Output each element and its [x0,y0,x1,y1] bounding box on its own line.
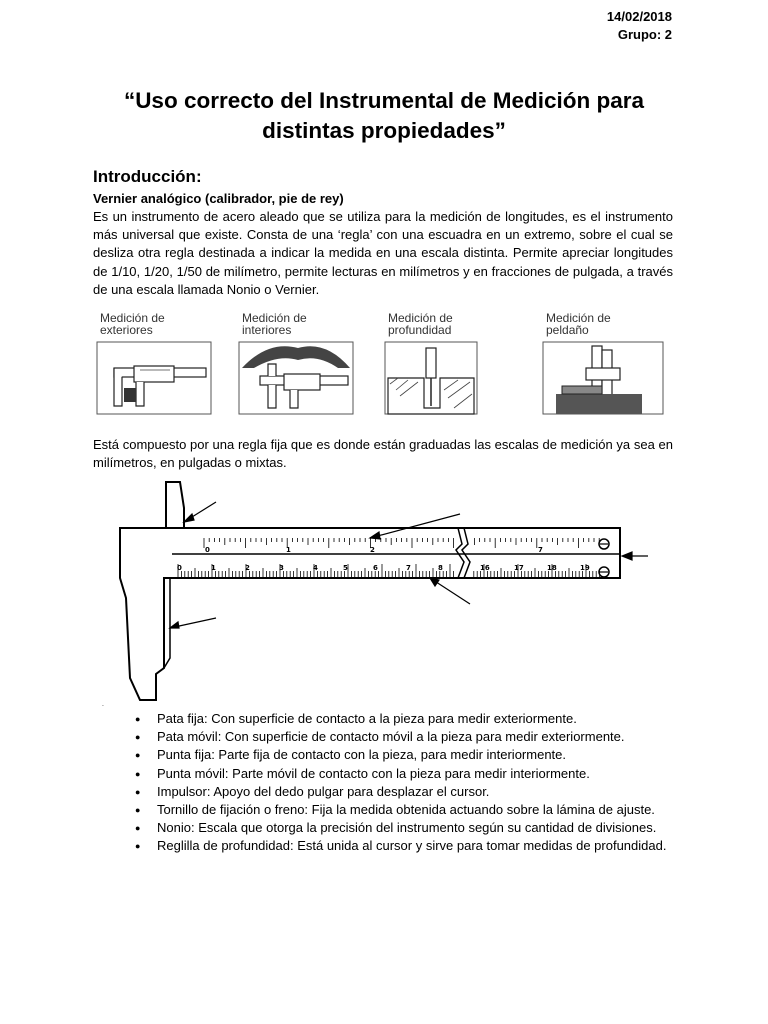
measurement-figures [96,308,676,416]
list-item: ● Pata móvil: Con superficie de contacto móvil a la pieza para medir exteriormente. [93,728,673,746]
scale-number: 7 [406,564,411,572]
figure-peldano [542,308,666,416]
caliper-diagram [100,478,660,708]
inch-number: 0 [205,546,210,554]
list-item: ● Reglilla de profundidad: Está unida al cursor y sirve para tomar medidas de profundidad. [93,837,673,855]
interiores-illustration [238,338,356,416]
list-item: ● Nonio: Escala que otorga la precisión del instrumento según su cantidad de divisiones. [93,819,673,837]
document-date: 14/02/2018 [606,9,672,24]
figure-label: Medición de exteriores [100,311,165,337]
inch-number: 7 [538,546,543,554]
document-group: Grupo: 2 [617,27,672,42]
list-item: ● Impulsor: Apoyo del dedo pulgar para desplazar el cursor. [93,783,673,801]
scale-number: 4 [313,564,318,572]
svg-text:.: . [102,701,104,708]
scale-number: 17 [514,564,524,572]
scale-number: 5 [343,564,348,572]
scale-number: 16 [480,564,490,572]
figure-label: Medición de profundidad [388,311,453,337]
intro-paragraph: Es un instrumento de acero aleado que se utiliza para la medición de longitudes, es el instrumento más universal que existe. Consta de una ‘regla’ con una escuadra en un extremo, sobre el cual se desliza otra regla destinada a indicar la medida en una escala distinta. Permite apreciar longitudes de 1/10, 1/20, 1/50 de milímetro, permite lecturas en milímetros y en fracciones de pulgada, a través de una escala llamada Nonio o Vernier. [93,209,673,297]
list-item: ● Punta móvil: Parte móvil de contacto con la pieza para medir interiormente. [93,765,673,783]
list-item: ● Tornillo de fijación o freno: Fija la medida obtenida actuando sobre la lámina de ajuste. [93,801,673,819]
composition-section [93,436,673,472]
figure-label: Medición de peldaño [546,311,611,337]
parts-list [93,710,673,856]
list-item: ● Pata fija: Con superficie de contacto a la pieza para medir exteriormente. [93,710,673,728]
scale-number: 0 [177,564,182,572]
scale-number: 3 [279,564,284,572]
intro-heading: Introducción: [93,167,202,186]
exteriores-illustration [96,338,214,416]
list-item: ● Punta fija: Parte fija de contacto con la pieza, para medir interiormente. [93,746,673,764]
figure-label: Medición de interiores [242,311,307,337]
scale-number: 8 [438,564,443,572]
figure-exteriores [96,308,214,416]
inch-number: 2 [370,546,375,554]
profundidad-illustration [384,338,480,416]
figure-interiores [238,308,356,416]
scale-number: 19 [580,564,590,572]
inch-number: 1 [286,546,291,554]
peldano-illustration [542,338,666,416]
document-header [607,8,672,44]
figure-profundidad [384,308,480,416]
scale-number: 2 [245,564,250,572]
intro-section [93,166,673,299]
composition-paragraph: Está compuesto por una regla fija que es donde están graduadas las escalas de medición ya sea en milímetros, en pulgadas o mixtas. [93,437,673,471]
vernier-subheading: Vernier analógico (calibrador, pie de rey) [93,191,344,206]
scale-number: 1 [211,564,216,572]
scale-number: 18 [547,564,557,572]
document-title: “Uso correcto del Instrumental de Medición para distintas propiedades” [123,88,645,143]
scale-number: 6 [373,564,378,572]
